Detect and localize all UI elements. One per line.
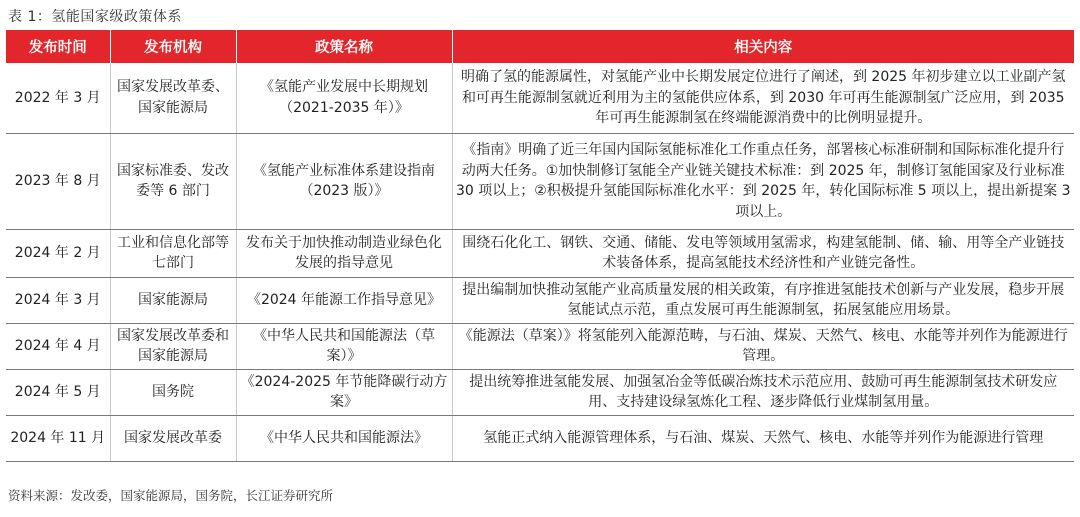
cell-date: 2023 年 8 月 bbox=[6, 133, 110, 229]
cell-content: 《能源法（草案）》将氢能列入能源范畴，与石油、煤炭、天然气、核电、水能等并列作为能源进行管理。 bbox=[452, 323, 1074, 369]
cell-agency: 国家标准委、发改委等 6 部门 bbox=[110, 133, 236, 229]
source-note: 资料来源：发改委，国家能源局，国务院，长江证券研究所 bbox=[8, 488, 334, 503]
cell-content: 明确了氢的能源属性，对氢能产业中长期发展定位进行了阐述，到 2025 年初步建立以工业副产氢和可再生能源制氢就近利用为主的氢能供应体系，到 2030 年可再生能源制氢广泛应用，到 2035 年可再生能源制氢在终端能源消费中的比例明显提升。 bbox=[452, 63, 1074, 133]
cell-policy: 《中华人民共和国能源法（草案）》 bbox=[236, 323, 452, 369]
policy-table bbox=[6, 30, 1074, 462]
header-row bbox=[6, 30, 1074, 63]
table-header bbox=[6, 30, 1074, 63]
cell-policy: 发布关于加快推动制造业绿色化发展的指导意见 bbox=[236, 229, 452, 277]
table-row bbox=[6, 323, 1074, 369]
cell-date: 2024 年 11 月 bbox=[6, 415, 110, 461]
table-row bbox=[6, 277, 1074, 323]
cell-date: 2024 年 2 月 bbox=[6, 229, 110, 277]
header-policy: 政策名称 bbox=[236, 30, 452, 63]
cell-date: 2024 年 5 月 bbox=[6, 369, 110, 415]
cell-content: 提出编制加快推动氢能产业高质量发展的相关政策，有序推进氢能技术创新与产业发展，稳步开展氢能试点示范，重点发展可再生能源制氢，拓展氢能应用场景。 bbox=[452, 277, 1074, 323]
cell-agency: 国家发展改革委、国家能源局 bbox=[110, 63, 236, 133]
cell-content: 氢能正式纳入能源管理体系，与石油、煤炭、天然气、核电、水能等并列作为能源进行管理 bbox=[452, 415, 1074, 461]
cell-policy: 《氢能产业发展中长期规划（2021-2035 年）》 bbox=[236, 63, 452, 133]
header-content: 相关内容 bbox=[452, 30, 1074, 63]
cell-content: 提出统筹推进氢能发展、加强氢冶金等低碳冶炼技术示范应用、鼓励可再生能源制氢技术研发应用、支持建设绿氢炼化工程、逐步降低行业煤制氢用量。 bbox=[452, 369, 1074, 415]
table-body bbox=[6, 63, 1074, 461]
cell-agency: 国家能源局 bbox=[110, 277, 236, 323]
table-row bbox=[6, 229, 1074, 277]
table-row bbox=[6, 133, 1074, 229]
cell-date: 2022 年 3 月 bbox=[6, 63, 110, 133]
table-row bbox=[6, 369, 1074, 415]
table-caption: 表 1：氢能国家级政策体系 bbox=[8, 9, 182, 25]
cell-agency: 工业和信息化部等七部门 bbox=[110, 229, 236, 277]
cell-date: 2024 年 4 月 bbox=[6, 323, 110, 369]
table-row bbox=[6, 63, 1074, 133]
cell-agency: 国家发展改革委和国家能源局 bbox=[110, 323, 236, 369]
cell-policy: 《2024 年能源工作指导意见》 bbox=[236, 277, 452, 323]
cell-date: 2024 年 3 月 bbox=[6, 277, 110, 323]
cell-agency: 国家发展改革委 bbox=[110, 415, 236, 461]
cell-policy: 《2024-2025 年节能降碳行动方案》 bbox=[236, 369, 452, 415]
cell-content: 《指南》明确了近三年国内国际氢能标准化工作重点任务，部署核心标准研制和国际标准化提升行动两大任务。①加快制修订氢能全产业链关键技术标准：到 2025 年，制修订氢能国家及行业标准 30 项以上；②积极提升氢能国际标准化水平：到 2025 年，转化国际标准 5 项以上，提出新提案 3 项以上。 bbox=[452, 133, 1074, 229]
table-row bbox=[6, 415, 1074, 461]
cell-agency: 国务院 bbox=[110, 369, 236, 415]
header-date: 发布时间 bbox=[6, 30, 110, 63]
cell-content: 围绕石化化工、钢铁、交通、储能、发电等领域用氢需求，构建氢能制、储、输、用等全产业链技术装备体系，提高氢能技术经济性和产业链完备性。 bbox=[452, 229, 1074, 277]
cell-policy: 《中华人民共和国能源法》 bbox=[236, 415, 452, 461]
header-agency: 发布机构 bbox=[110, 30, 236, 63]
cell-policy: 《氢能产业标准体系建设指南（2023 版）》 bbox=[236, 133, 452, 229]
